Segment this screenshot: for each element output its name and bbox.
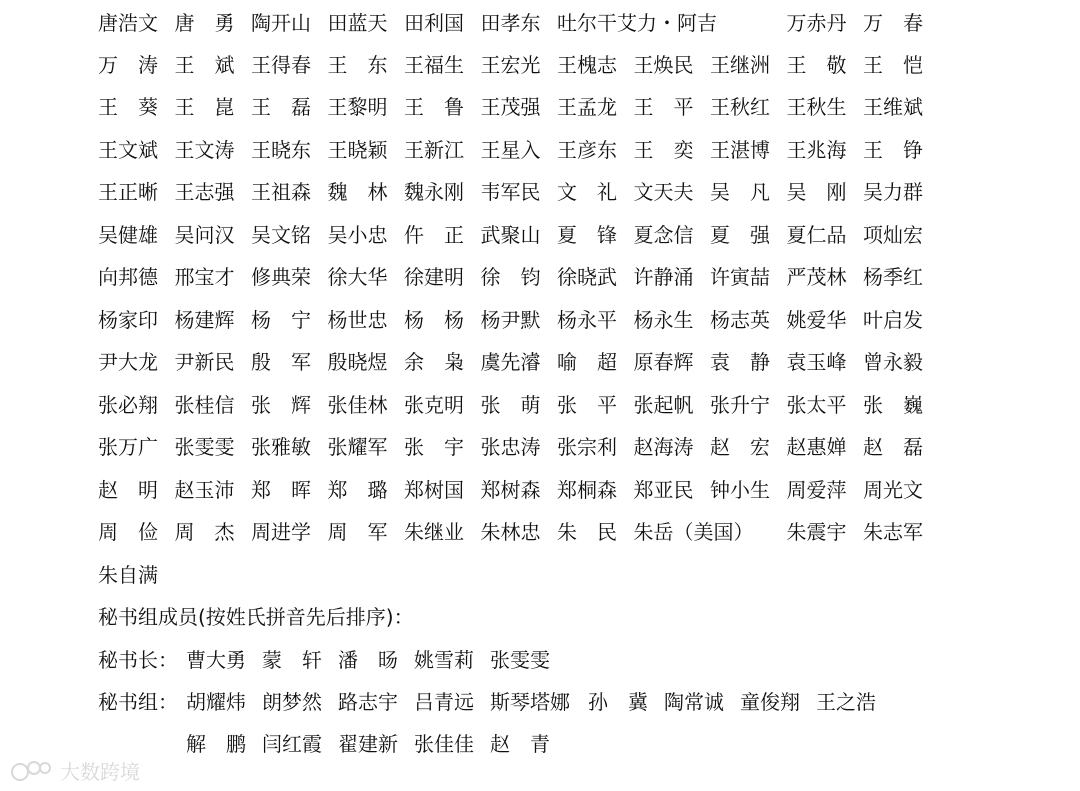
secretariat-label: 秘书组： [98,690,178,714]
member-name: 郑桐森 [557,478,617,502]
member-name: 钟小生 [710,478,770,502]
secretariat-name: 陶常诚 [664,690,724,714]
member-name: 杨志英 [710,308,770,332]
secretariat-name: 解 鹏 [186,732,246,756]
member-name: 修典荣 [251,265,311,289]
member-name: 许静涌 [633,265,694,289]
member-name: 杨季红 [863,265,923,289]
member-name: 魏永刚 [404,180,464,204]
member-name: 余 枭 [404,350,464,374]
secretariat-name: 朗梦然 [262,690,322,714]
name-row [98,517,998,547]
member-name: 张桂信 [174,393,235,417]
member-name: 张雯雯 [174,435,235,459]
member-name: 吴健雄 [98,223,158,247]
member-name: 朱 民 [557,520,617,544]
member-name: 喻 超 [557,350,617,374]
member-name: 许寅喆 [710,265,770,289]
member-name: 赵 磊 [863,435,923,459]
member-name: 王正晰 [98,180,158,204]
member-name: 赵海涛 [633,435,694,459]
member-name: 吴文铭 [251,223,311,247]
member-name: 吐尔干艾力・阿吉 [557,11,717,35]
member-name: 王维斌 [863,95,923,119]
secretariat-name: 吕青远 [414,690,474,714]
member-name: 徐 钧 [480,265,541,289]
member-name: 尹大龙 [98,350,158,374]
secretariat-name: 赵 青 [490,732,550,756]
name-row [98,92,998,122]
member-name: 赵惠婵 [786,435,847,459]
member-name: 张 辉 [251,393,311,417]
name-row [98,177,998,207]
member-name: 王 磊 [251,95,311,119]
member-name: 王 斌 [174,53,235,77]
member-name: 杨永生 [633,308,694,332]
member-name: 夏 强 [710,223,770,247]
watermark-logo-icon [10,758,54,782]
member-name: 文 礼 [557,180,617,204]
name-row [98,560,998,590]
member-name: 杨世忠 [327,308,388,332]
secretariat-name: 张佳佳 [414,732,474,756]
member-name: 姚爱华 [786,308,847,332]
member-name: 王孟龙 [557,95,617,119]
member-name: 殷晓煜 [327,350,388,374]
member-name: 王福生 [404,53,464,77]
member-name: 王 奕 [633,138,694,162]
member-name: 王黎明 [327,95,388,119]
member-name: 郑亚民 [633,478,694,502]
member-name: 文天夫 [633,180,694,204]
member-name: 万 涛 [98,53,158,77]
member-name: 吴力群 [863,180,923,204]
name-row [98,305,998,335]
member-name: 王秋红 [710,95,770,119]
member-name: 张克明 [404,393,464,417]
member-name: 张 萌 [480,393,541,417]
member-name: 周 俭 [98,520,158,544]
secretariat-name: 斯琴塔娜 [490,690,570,714]
member-name: 杨 宁 [251,308,311,332]
member-name: 赵 明 [98,478,158,502]
secretariat-name: 路志宇 [338,690,398,714]
member-name: 郑 晖 [251,478,311,502]
member-name: 向邦德 [98,265,158,289]
member-name: 袁玉峰 [786,350,847,374]
member-name: 唐 勇 [174,11,235,35]
secretariat-name: 孙 冀 [588,690,648,714]
member-name: 虞先濬 [480,350,541,374]
member-name: 王秋生 [786,95,847,119]
watermark [10,756,140,784]
member-name: 唐浩文 [98,11,158,35]
member-name: 张佳林 [327,393,388,417]
name-row [98,475,998,505]
member-name: 田利国 [404,11,464,35]
secretariat-heading: 秘书组成员(按姓氏拼音先后排序)： [98,605,414,629]
member-name: 王 崑 [174,95,235,119]
member-name: 原春辉 [633,350,694,374]
name-row [98,50,998,80]
member-name: 王槐志 [557,53,617,77]
member-name: 郑树国 [404,478,464,502]
name-row [98,347,998,377]
member-name: 王文斌 [98,138,158,162]
member-name: 王湛博 [710,138,770,162]
member-name: 田蓝天 [327,11,388,35]
member-name: 王继洲 [710,53,770,77]
member-name: 王得春 [251,53,311,77]
member-name: 夏仁品 [786,223,847,247]
member-name: 夏念信 [633,223,694,247]
member-name: 吴小忠 [327,223,388,247]
member-name: 王 葵 [98,95,158,119]
secretary-general-name: 潘 旸 [338,648,398,672]
member-name: 张太平 [786,393,847,417]
member-name: 王 恺 [863,53,923,77]
member-name: 朱继业 [404,520,464,544]
member-name: 周 杰 [174,520,235,544]
member-name: 周 军 [327,520,388,544]
secretariat-name: 童俊翔 [740,690,800,714]
member-name: 杨尹默 [480,308,541,332]
member-name: 赵玉沛 [174,478,235,502]
member-name: 王星入 [480,138,541,162]
member-name: 朱岳（美国） [633,520,754,544]
member-name: 张宗利 [557,435,617,459]
member-name: 王志强 [174,180,235,204]
member-name: 万 春 [863,11,923,35]
member-name: 杨 杨 [404,308,464,332]
member-name: 郑树森 [480,478,541,502]
member-name: 王晓东 [251,138,311,162]
name-row [98,135,998,165]
member-name: 朱林忠 [480,520,541,544]
member-name: 王 鲁 [404,95,464,119]
member-name: 朱震宇 [786,520,847,544]
member-name: 杨建辉 [174,308,235,332]
member-name: 王文涛 [174,138,235,162]
secretary-general-name: 姚雪莉 [414,648,474,672]
member-name: 张必翔 [98,393,158,417]
member-name: 王 敬 [786,53,847,77]
secretariat-name: 胡耀炜 [186,690,246,714]
member-name: 王 东 [327,53,388,77]
member-name: 杨永平 [557,308,617,332]
member-name: 吴 刚 [786,180,847,204]
member-name: 张忠涛 [480,435,541,459]
member-name: 田孝东 [480,11,541,35]
name-row [98,8,998,38]
member-name: 王茂强 [480,95,541,119]
member-name: 夏 锋 [557,223,617,247]
member-name: 张 宇 [404,435,464,459]
member-name: 魏 林 [327,180,388,204]
secretary-general-name: 蒙 轩 [262,648,322,672]
member-name: 殷 军 [251,350,311,374]
member-name: 仵 正 [404,223,464,247]
member-name: 邢宝才 [174,265,235,289]
member-name: 陶开山 [251,11,311,35]
member-name: 张起帆 [633,393,694,417]
member-name: 曾永毅 [863,350,923,374]
secretariat-name: 翟建新 [338,732,398,756]
name-row [98,390,998,420]
member-name: 王焕民 [633,53,694,77]
member-name: 王祖森 [251,180,311,204]
member-name: 张雅敏 [251,435,311,459]
name-row [98,432,998,462]
name-row [98,262,998,292]
secretariat-name: 闫红霞 [262,732,322,756]
member-name: 周进学 [251,520,311,544]
member-name: 吴 凡 [710,180,770,204]
member-name: 王宏光 [480,53,541,77]
member-name: 王兆海 [786,138,847,162]
member-name: 张升宁 [710,393,770,417]
member-name: 张 平 [557,393,617,417]
secretariat-name: 王之浩 [816,690,876,714]
name-row [98,220,998,250]
member-name: 吴问汉 [174,223,235,247]
member-name: 周爱萍 [786,478,847,502]
member-name: 叶启发 [863,308,923,332]
member-name: 徐大华 [327,265,388,289]
member-name: 赵 宏 [710,435,770,459]
watermark-text: 大数跨境 [60,759,140,784]
member-name: 张 巍 [863,393,923,417]
member-name: 王晓颖 [327,138,388,162]
member-name: 王 平 [633,95,694,119]
member-name: 郑 璐 [327,478,388,502]
member-name: 万赤丹 [786,11,847,35]
member-name: 朱自满 [98,563,158,587]
member-name: 朱志军 [863,520,923,544]
member-name: 张万广 [98,435,158,459]
member-name: 王 铮 [863,138,923,162]
member-name: 徐晓武 [557,265,617,289]
member-name: 王新江 [404,138,464,162]
secretary-general-label: 秘书长： [98,648,178,672]
member-name: 袁 静 [710,350,770,374]
member-name: 周光文 [863,478,923,502]
secretary-general-name: 曹大勇 [186,648,246,672]
member-name: 韦军民 [480,180,541,204]
member-name: 张耀军 [327,435,388,459]
member-name: 尹新民 [174,350,235,374]
member-name: 徐建明 [404,265,464,289]
member-name: 王彦东 [557,138,617,162]
secretary-general-name: 张雯雯 [490,648,550,672]
member-name: 杨家印 [98,308,158,332]
member-name: 武聚山 [480,223,541,247]
member-name: 项灿宏 [863,223,923,247]
member-name: 严茂林 [786,265,847,289]
